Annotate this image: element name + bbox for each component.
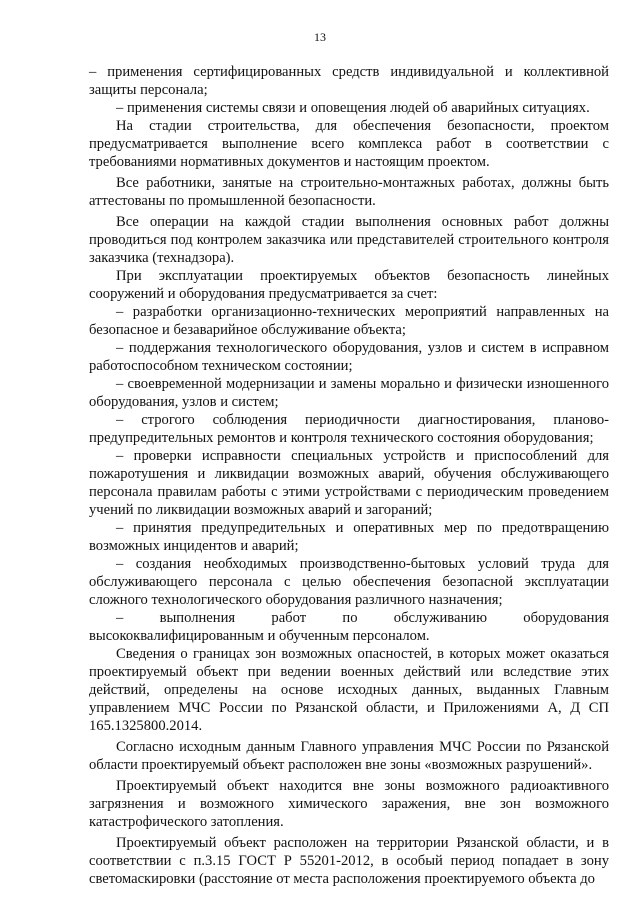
list-item-diagnostics: – строгого соблюдения периодичности диагностирования, планово-предупредительных ремонтов и контроля технического состояния оборудования;: [89, 412, 609, 446]
paragraph-blackout-zone: Проектируемый объект расположен на территории Рязанской области, и в соответствии с п.3.15 ГОСТ Р 55201-2012, в особый период попадает в зону светомаскировки (расстояние от места расположения проектируемого объекта до: [89, 835, 609, 887]
paragraph-construction-safety: На стадии строительства, для обеспечения безопасности, проектом предусматривается выполнение всего комплекса работ в соответствии с требованиями нормативных документов и настоящим проектом.: [89, 118, 609, 170]
page-number: 13: [314, 30, 326, 44]
list-item-working-conditions: – создания необходимых производственно-бытовых условий труда для обслуживающего персонала с целью обеспечения безопасной эксплуатации сложного технологического оборудования различного назначения;: [89, 556, 609, 608]
paragraph-operation-safety: При эксплуатации проектируемых объектов безопасность линейных сооружений и оборудования предусматривается за счет:: [89, 268, 609, 302]
list-item-modernization: – своевременной модернизации и замены морально и физически изношенного оборудования, узлов и систем;: [89, 376, 609, 410]
list-item-firefighting-checks: – проверки исправности специальных устройств и приспособлений для пожаротушения и ликвидации возможных аварий, обучения обслуживающего персонала правилам работы с этими устройствами с периодическим проведением учений по ликвидации возможных аварий и загораний;: [89, 448, 609, 518]
paragraph-hazard-zones: Сведения о границах зон возможных опасностей, в которых может оказаться проектируемый объект при ведении военных действий или вследствие этих действий, определены на основе исходных данных, выданных Главным управлением МЧС России по Рязанской области, и Приложениями А, Д СП 165.1325800.2014.: [89, 646, 609, 734]
paragraph-destruction-zone: Согласно исходным данным Главного управления МЧС России по Рязанской области проектируемый объект расположен вне зоны «возможных разрушений».: [89, 739, 609, 773]
body-text: [89, 63, 609, 888]
list-item-org-measures: – разработки организационно-технических мероприятий направленных на безопасное и безаварийное обслуживание объекта;: [89, 304, 609, 338]
list-item-alert-system: – применения системы связи и оповещения людей об аварийных ситуациях.: [116, 100, 590, 116]
paragraph-worker-certification: Все работники, занятые на строительно-монтажных работах, должны быть аттестованы по промышленной безопасности.: [89, 175, 609, 209]
paragraph-supervision: Все операции на каждой стадии выполнения основных работ должны проводиться под контролем заказчика или представителей строительного контроля заказчика (технадзора).: [89, 214, 609, 266]
list-item-qualified-personnel: – выполнения работ по обслуживанию оборудования высококвалифицированным и обученным персоналом.: [89, 610, 609, 644]
list-item-maintenance: – поддержания технологического оборудования, узлов и систем в исправном работоспособном техническом состоянии;: [89, 340, 609, 374]
paragraph-contamination-zones: Проектируемый объект находится вне зоны возможного радиоактивного загрязнения и возможного химического заражения, вне зон возможного катастрофического затопления.: [89, 778, 609, 830]
list-item-preventive-measures: – принятия предупредительных и оперативных мер по предотвращению возможных инцидентов и аварий;: [89, 520, 609, 554]
list-item-protective-equipment: – применения сертифицированных средств индивидуальной и коллективной защиты персонала;: [89, 64, 609, 98]
